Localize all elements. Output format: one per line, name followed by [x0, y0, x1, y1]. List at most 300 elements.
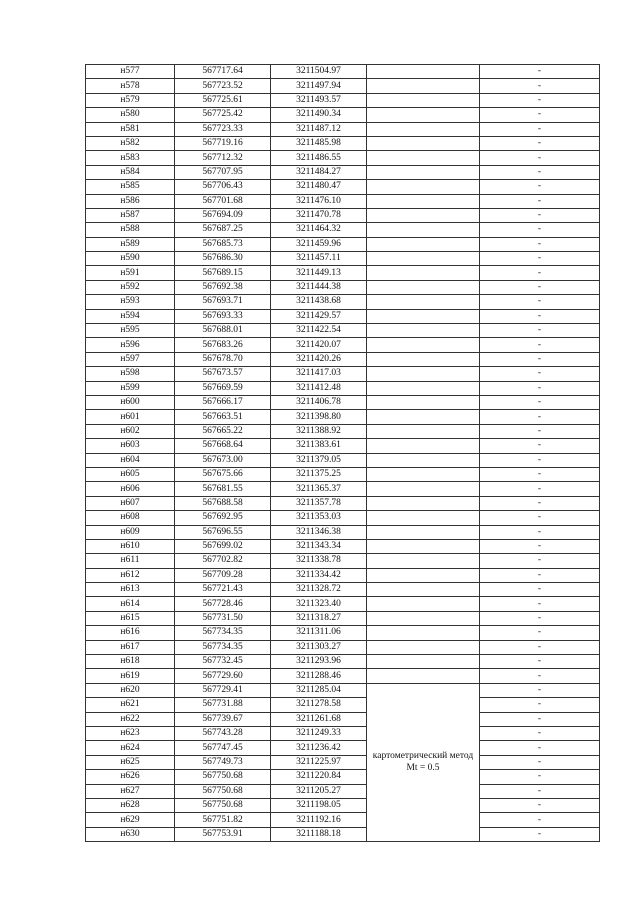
method-cell [367, 208, 480, 222]
y-coordinate-cell: 3211420.07 [271, 338, 367, 352]
value-cell: - [480, 439, 600, 453]
value-cell: - [480, 755, 600, 769]
x-coordinate-cell: 567692.95 [175, 511, 271, 525]
x-coordinate-cell: 567683.26 [175, 338, 271, 352]
y-coordinate-cell: 3211398.80 [271, 410, 367, 424]
table-row [86, 712, 600, 726]
table-row [86, 237, 600, 251]
table-row [86, 367, 600, 381]
method-cell [367, 223, 480, 237]
value-cell: - [480, 223, 600, 237]
value-cell: - [480, 136, 600, 150]
value-cell: - [480, 381, 600, 395]
table-row [86, 813, 600, 827]
point-name-cell: н596 [86, 338, 175, 352]
table-row [86, 539, 600, 553]
point-name-cell: н601 [86, 410, 175, 424]
x-coordinate-cell: 567712.32 [175, 151, 271, 165]
point-name-cell: н589 [86, 237, 175, 251]
value-cell: - [480, 827, 600, 841]
y-coordinate-cell: 3211205.27 [271, 784, 367, 798]
method-cell [367, 93, 480, 107]
method-cell [367, 237, 480, 251]
value-cell: - [480, 770, 600, 784]
table-row [86, 525, 600, 539]
method-cell [367, 79, 480, 93]
table-row [86, 798, 600, 812]
value-cell: - [480, 525, 600, 539]
point-name-cell: н604 [86, 453, 175, 467]
value-cell: - [480, 424, 600, 438]
point-name-cell: н597 [86, 352, 175, 366]
table-row [86, 453, 600, 467]
x-coordinate-cell: 567706.43 [175, 180, 271, 194]
table-row [86, 309, 600, 323]
y-coordinate-cell: 3211470.78 [271, 208, 367, 222]
method-cell [367, 626, 480, 640]
y-coordinate-cell: 3211249.33 [271, 726, 367, 740]
table-row [86, 324, 600, 338]
x-coordinate-cell: 567750.68 [175, 784, 271, 798]
table-row [86, 611, 600, 625]
table-row [86, 741, 600, 755]
x-coordinate-cell: 567725.61 [175, 93, 271, 107]
x-coordinate-cell: 567699.02 [175, 539, 271, 553]
table-row [86, 439, 600, 453]
table-row [86, 136, 600, 150]
point-name-cell: н612 [86, 568, 175, 582]
y-coordinate-cell: 3211412.48 [271, 381, 367, 395]
point-name-cell: н585 [86, 180, 175, 194]
point-name-cell: н577 [86, 65, 175, 79]
y-coordinate-cell: 3211288.46 [271, 669, 367, 683]
table-row [86, 410, 600, 424]
x-coordinate-cell: 567665.22 [175, 424, 271, 438]
value-cell: - [480, 726, 600, 740]
point-name-cell: н582 [86, 136, 175, 150]
method-cell [367, 165, 480, 179]
table-row [86, 655, 600, 669]
y-coordinate-cell: 3211236.42 [271, 741, 367, 755]
table-row [86, 726, 600, 740]
value-cell: - [480, 554, 600, 568]
y-coordinate-cell: 3211490.34 [271, 108, 367, 122]
point-name-cell: н614 [86, 597, 175, 611]
x-coordinate-cell: 567729.60 [175, 669, 271, 683]
x-coordinate-cell: 567689.15 [175, 266, 271, 280]
y-coordinate-cell: 3211346.38 [271, 525, 367, 539]
y-coordinate-cell: 3211338.78 [271, 554, 367, 568]
method-cell [367, 136, 480, 150]
x-coordinate-cell: 567732.45 [175, 655, 271, 669]
y-coordinate-cell: 3211485.98 [271, 136, 367, 150]
x-coordinate-cell: 567673.57 [175, 367, 271, 381]
method-cell [367, 252, 480, 266]
point-name-cell: н590 [86, 252, 175, 266]
method-cell [367, 180, 480, 194]
method-cell [367, 410, 480, 424]
value-cell: - [480, 295, 600, 309]
value-cell: - [480, 655, 600, 669]
method-cell [367, 525, 480, 539]
value-cell: - [480, 798, 600, 812]
table-row [86, 252, 600, 266]
x-coordinate-cell: 567734.35 [175, 626, 271, 640]
point-name-cell: н610 [86, 539, 175, 553]
table-row [86, 583, 600, 597]
point-name-cell: н623 [86, 726, 175, 740]
y-coordinate-cell: 3211220.84 [271, 770, 367, 784]
value-cell: - [480, 208, 600, 222]
method-cell [367, 597, 480, 611]
value-cell: - [480, 338, 600, 352]
y-coordinate-cell: 3211438.68 [271, 295, 367, 309]
table-row [86, 223, 600, 237]
point-name-cell: н600 [86, 395, 175, 409]
y-coordinate-cell: 3211417.03 [271, 367, 367, 381]
table-row [86, 568, 600, 582]
table-row [86, 180, 600, 194]
table-row [86, 65, 600, 79]
x-coordinate-cell: 567728.46 [175, 597, 271, 611]
method-cell [367, 295, 480, 309]
y-coordinate-cell: 3211285.04 [271, 683, 367, 697]
y-coordinate-cell: 3211476.10 [271, 194, 367, 208]
method-cell [367, 554, 480, 568]
point-name-cell: н620 [86, 683, 175, 697]
point-name-cell: н593 [86, 295, 175, 309]
value-cell: - [480, 669, 600, 683]
y-coordinate-cell: 3211480.47 [271, 180, 367, 194]
method-cell [367, 568, 480, 582]
value-cell: - [480, 712, 600, 726]
value-cell: - [480, 165, 600, 179]
table-row [86, 640, 600, 654]
method-cell [367, 395, 480, 409]
x-coordinate-cell: 567673.00 [175, 453, 271, 467]
point-name-cell: н586 [86, 194, 175, 208]
x-coordinate-cell: 567739.67 [175, 712, 271, 726]
value-cell: - [480, 568, 600, 582]
table-row [86, 338, 600, 352]
x-coordinate-cell: 567753.91 [175, 827, 271, 841]
y-coordinate-cell: 3211449.13 [271, 266, 367, 280]
y-coordinate-cell: 3211353.03 [271, 511, 367, 525]
y-coordinate-cell: 3211379.05 [271, 453, 367, 467]
table-row [86, 108, 600, 122]
x-coordinate-cell: 567678.70 [175, 352, 271, 366]
y-coordinate-cell: 3211420.26 [271, 352, 367, 366]
y-coordinate-cell: 3211406.78 [271, 395, 367, 409]
value-cell: - [480, 597, 600, 611]
point-name-cell: н580 [86, 108, 175, 122]
point-name-cell: н592 [86, 280, 175, 294]
value-cell: - [480, 467, 600, 481]
method-cell [367, 324, 480, 338]
point-name-cell: н608 [86, 511, 175, 525]
value-cell: - [480, 410, 600, 424]
method-cell [367, 266, 480, 280]
table-row [86, 122, 600, 136]
point-name-cell: н603 [86, 439, 175, 453]
value-cell: - [480, 252, 600, 266]
y-coordinate-cell: 3211278.58 [271, 698, 367, 712]
table-row [86, 165, 600, 179]
y-coordinate-cell: 3211444.38 [271, 280, 367, 294]
point-name-cell: н628 [86, 798, 175, 812]
point-name-cell: н605 [86, 467, 175, 481]
point-name-cell: н630 [86, 827, 175, 841]
x-coordinate-cell: 567701.68 [175, 194, 271, 208]
table-row [86, 208, 600, 222]
x-coordinate-cell: 567750.68 [175, 770, 271, 784]
table-row [86, 93, 600, 107]
method-cell [367, 655, 480, 669]
method-cell [367, 467, 480, 481]
x-coordinate-cell: 567687.25 [175, 223, 271, 237]
point-name-cell: н617 [86, 640, 175, 654]
coordinates-table-body [86, 65, 600, 842]
point-name-cell: н599 [86, 381, 175, 395]
table-row [86, 770, 600, 784]
x-coordinate-cell: 567731.50 [175, 611, 271, 625]
x-coordinate-cell: 567721.43 [175, 583, 271, 597]
method-cell [367, 669, 480, 683]
coordinates-table [85, 64, 600, 842]
point-name-cell: н579 [86, 93, 175, 107]
y-coordinate-cell: 3211188.18 [271, 827, 367, 841]
x-coordinate-cell: 567750.68 [175, 798, 271, 812]
table-row [86, 683, 600, 697]
method-cell [367, 280, 480, 294]
value-cell: - [480, 324, 600, 338]
value-cell: - [480, 640, 600, 654]
y-coordinate-cell: 3211303.27 [271, 640, 367, 654]
point-name-cell: н581 [86, 122, 175, 136]
point-name-cell: н598 [86, 367, 175, 381]
y-coordinate-cell: 3211493.57 [271, 93, 367, 107]
point-name-cell: н594 [86, 309, 175, 323]
table-row [86, 597, 600, 611]
x-coordinate-cell: 567723.52 [175, 79, 271, 93]
x-coordinate-cell: 567696.55 [175, 525, 271, 539]
point-name-cell: н625 [86, 755, 175, 769]
value-cell: - [480, 813, 600, 827]
point-name-cell: н627 [86, 784, 175, 798]
value-cell: - [480, 511, 600, 525]
x-coordinate-cell: 567693.71 [175, 295, 271, 309]
table-row [86, 194, 600, 208]
value-cell: - [480, 784, 600, 798]
x-coordinate-cell: 567717.64 [175, 65, 271, 79]
y-coordinate-cell: 3211484.27 [271, 165, 367, 179]
value-cell: - [480, 482, 600, 496]
method-cell [367, 511, 480, 525]
method-cell [367, 309, 480, 323]
value-cell: - [480, 539, 600, 553]
y-coordinate-cell: 3211383.61 [271, 439, 367, 453]
y-coordinate-cell: 3211334.42 [271, 568, 367, 582]
x-coordinate-cell: 567693.33 [175, 309, 271, 323]
y-coordinate-cell: 3211261.68 [271, 712, 367, 726]
method-cell: картометрический метод Mt = 0.5 [367, 683, 480, 841]
x-coordinate-cell: 567692.38 [175, 280, 271, 294]
method-cell [367, 381, 480, 395]
point-name-cell: н606 [86, 482, 175, 496]
y-coordinate-cell: 3211318.27 [271, 611, 367, 625]
x-coordinate-cell: 567681.55 [175, 482, 271, 496]
value-cell: - [480, 741, 600, 755]
value-cell: - [480, 453, 600, 467]
table-row [86, 424, 600, 438]
x-coordinate-cell: 567725.42 [175, 108, 271, 122]
table-row [86, 381, 600, 395]
method-cell [367, 583, 480, 597]
table-row [86, 554, 600, 568]
method-cell [367, 482, 480, 496]
value-cell: - [480, 395, 600, 409]
y-coordinate-cell: 3211343.34 [271, 539, 367, 553]
table-row [86, 395, 600, 409]
point-name-cell: н591 [86, 266, 175, 280]
point-name-cell: н583 [86, 151, 175, 165]
x-coordinate-cell: 567686.30 [175, 252, 271, 266]
table-row [86, 784, 600, 798]
table-row [86, 266, 600, 280]
x-coordinate-cell: 567685.73 [175, 237, 271, 251]
method-cell [367, 65, 480, 79]
y-coordinate-cell: 3211311.06 [271, 626, 367, 640]
method-cell [367, 367, 480, 381]
table-row [86, 280, 600, 294]
x-coordinate-cell: 567709.28 [175, 568, 271, 582]
y-coordinate-cell: 3211198.05 [271, 798, 367, 812]
x-coordinate-cell: 567731.88 [175, 698, 271, 712]
y-coordinate-cell: 3211293.96 [271, 655, 367, 669]
value-cell: - [480, 611, 600, 625]
method-cell [367, 122, 480, 136]
method-cell [367, 496, 480, 510]
x-coordinate-cell: 567688.01 [175, 324, 271, 338]
y-coordinate-cell: 3211504.97 [271, 65, 367, 79]
y-coordinate-cell: 3211486.55 [271, 151, 367, 165]
y-coordinate-cell: 3211457.11 [271, 252, 367, 266]
y-coordinate-cell: 3211225.97 [271, 755, 367, 769]
value-cell: - [480, 266, 600, 280]
y-coordinate-cell: 3211464.32 [271, 223, 367, 237]
x-coordinate-cell: 567751.82 [175, 813, 271, 827]
point-name-cell: н616 [86, 626, 175, 640]
value-cell: - [480, 180, 600, 194]
value-cell: - [480, 79, 600, 93]
y-coordinate-cell: 3211388.92 [271, 424, 367, 438]
value-cell: - [480, 352, 600, 366]
method-cell [367, 151, 480, 165]
value-cell: - [480, 496, 600, 510]
x-coordinate-cell: 567707.95 [175, 165, 271, 179]
x-coordinate-cell: 567688.58 [175, 496, 271, 510]
point-name-cell: н584 [86, 165, 175, 179]
x-coordinate-cell: 567694.09 [175, 208, 271, 222]
method-cell [367, 539, 480, 553]
table-row [86, 827, 600, 841]
value-cell: - [480, 151, 600, 165]
value-cell: - [480, 626, 600, 640]
x-coordinate-cell: 567666.17 [175, 395, 271, 409]
value-cell: - [480, 108, 600, 122]
value-cell: - [480, 583, 600, 597]
method-cell [367, 338, 480, 352]
y-coordinate-cell: 3211323.40 [271, 597, 367, 611]
y-coordinate-cell: 3211422.54 [271, 324, 367, 338]
x-coordinate-cell: 567669.59 [175, 381, 271, 395]
table-row [86, 467, 600, 481]
x-coordinate-cell: 567729.41 [175, 683, 271, 697]
method-cell [367, 453, 480, 467]
value-cell: - [480, 280, 600, 294]
point-name-cell: н595 [86, 324, 175, 338]
method-cell [367, 108, 480, 122]
y-coordinate-cell: 3211459.96 [271, 237, 367, 251]
point-name-cell: н609 [86, 525, 175, 539]
value-cell: - [480, 237, 600, 251]
value-cell: - [480, 367, 600, 381]
point-name-cell: н626 [86, 770, 175, 784]
table-row [86, 295, 600, 309]
point-name-cell: н615 [86, 611, 175, 625]
point-name-cell: н602 [86, 424, 175, 438]
table-row [86, 698, 600, 712]
table-row [86, 496, 600, 510]
method-cell [367, 352, 480, 366]
y-coordinate-cell: 3211192.16 [271, 813, 367, 827]
value-cell: - [480, 309, 600, 323]
y-coordinate-cell: 3211365.37 [271, 482, 367, 496]
table-row [86, 79, 600, 93]
x-coordinate-cell: 567723.33 [175, 122, 271, 136]
value-cell: - [480, 698, 600, 712]
value-cell: - [480, 194, 600, 208]
point-name-cell: н613 [86, 583, 175, 597]
method-cell [367, 640, 480, 654]
table-row [86, 669, 600, 683]
x-coordinate-cell: 567663.51 [175, 410, 271, 424]
x-coordinate-cell: 567719.16 [175, 136, 271, 150]
value-cell: - [480, 65, 600, 79]
point-name-cell: н619 [86, 669, 175, 683]
x-coordinate-cell: 567668.64 [175, 439, 271, 453]
value-cell: - [480, 93, 600, 107]
y-coordinate-cell: 3211429.57 [271, 309, 367, 323]
table-row [86, 755, 600, 769]
method-cell [367, 424, 480, 438]
x-coordinate-cell: 567749.73 [175, 755, 271, 769]
point-name-cell: н588 [86, 223, 175, 237]
table-row [86, 511, 600, 525]
y-coordinate-cell: 3211497.94 [271, 79, 367, 93]
point-name-cell: н611 [86, 554, 175, 568]
point-name-cell: н618 [86, 655, 175, 669]
point-name-cell: н607 [86, 496, 175, 510]
y-coordinate-cell: 3211328.72 [271, 583, 367, 597]
method-cell [367, 194, 480, 208]
table-row [86, 482, 600, 496]
point-name-cell: н621 [86, 698, 175, 712]
point-name-cell: н629 [86, 813, 175, 827]
point-name-cell: н624 [86, 741, 175, 755]
method-cell [367, 611, 480, 625]
table-row [86, 352, 600, 366]
